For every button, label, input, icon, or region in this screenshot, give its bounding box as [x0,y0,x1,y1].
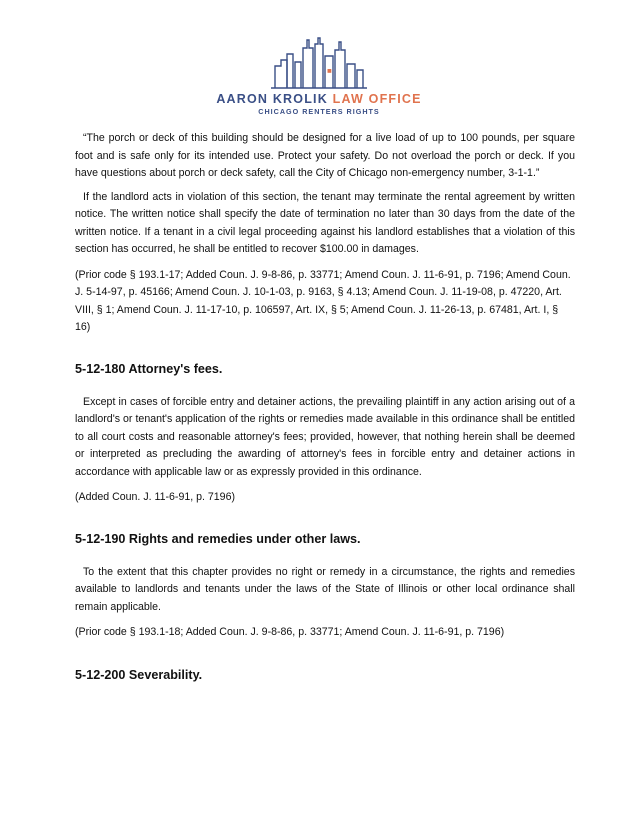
section-body-5-12-190: To the extent that this chapter provides no right or remedy in a circumstance, the rights and remedies available to landlords and tenants under the laws of the State of Illinois or other local ordinance shall remain applicable. [75,565,575,613]
citation-5-12-180: (Added Coun. J. 11-6-91, p. 7196) [75,491,235,503]
section-heading-5-12-180: 5-12-180 Attorney's fees. [75,361,223,376]
logo-name-accent: LAW OFFICE [332,92,422,106]
citation-5-12-190: (Prior code § 193.1-18; Added Coun. J. 9-8-86, p. 33771; Amend Coun. J. 11-6-91, p. 7196) [75,626,505,638]
section-heading-5-12-190: 5-12-190 Rights and remedies under other laws. [75,531,361,546]
citation-5-12-170: (Prior code § 193.1-17; Added Coun. J. 9-8-86, p. 33771; Amend Coun. J. 11-6-91, p. 7196; Amend Coun. J. 5-14-97, p. 45166; Amend Coun. J. 10-1-03, p. 9163, § 4.13; Amend Coun. J. 11-19-08, p. 47220, Art. VIII, § 1; Amend Coun. J. 11-17-10, p. 106597, Art. IX, § 5; Amend Coun. J. 11-26-13, p. 67481, Art. I, § 16) [75,268,571,333]
document-body [75,130,575,683]
section-body-5-12-180: Except in cases of forcible entry and detainer actions, the prevailing plaintiff in any action arising out of a landlord's or tenant's application of the rights or remedies made available in this ordinance shall be entitled to all court costs and reasonable attorney's fees; provided, however, that nothing herein shall be deemed or interpreted as precluding the awarding of attorney's fees in forcible entry and detainer actions in accordance with applicable law or as expressly provided in this ordinance. [75,395,575,478]
termination-paragraph: If the landlord acts in violation of this section, the tenant may terminate the rental agreement by written notice. The written notice shall specify the date of termination no later than 30 days from the date of the written notice. If a tenant in a civil legal proceeding against his landlord establishes that a violation of this section has occurred, he shall be entitled to recover $100.00 in damages. [75,190,575,255]
logo-tagline: CHICAGO RENTERS RIGHTS [258,107,380,116]
section-heading-5-12-200: 5-12-200 Severability. [75,667,203,682]
law-office-logo [0,36,638,126]
porch-notice-quote: “The porch or deck of this building should be designed for a live load of up to 100 pounds, per square foot and is safe only for its intended use. Protect your safety. Do not overload the porch or deck. If you have questions about porch or deck safety, call the City of Chicago non-emergency number, 3-1-1.” [75,132,575,179]
logo-firm-name [216,92,421,106]
logo-name-primary: AARON KROLIK [216,92,333,106]
chicago-skyline-icon [271,36,367,90]
